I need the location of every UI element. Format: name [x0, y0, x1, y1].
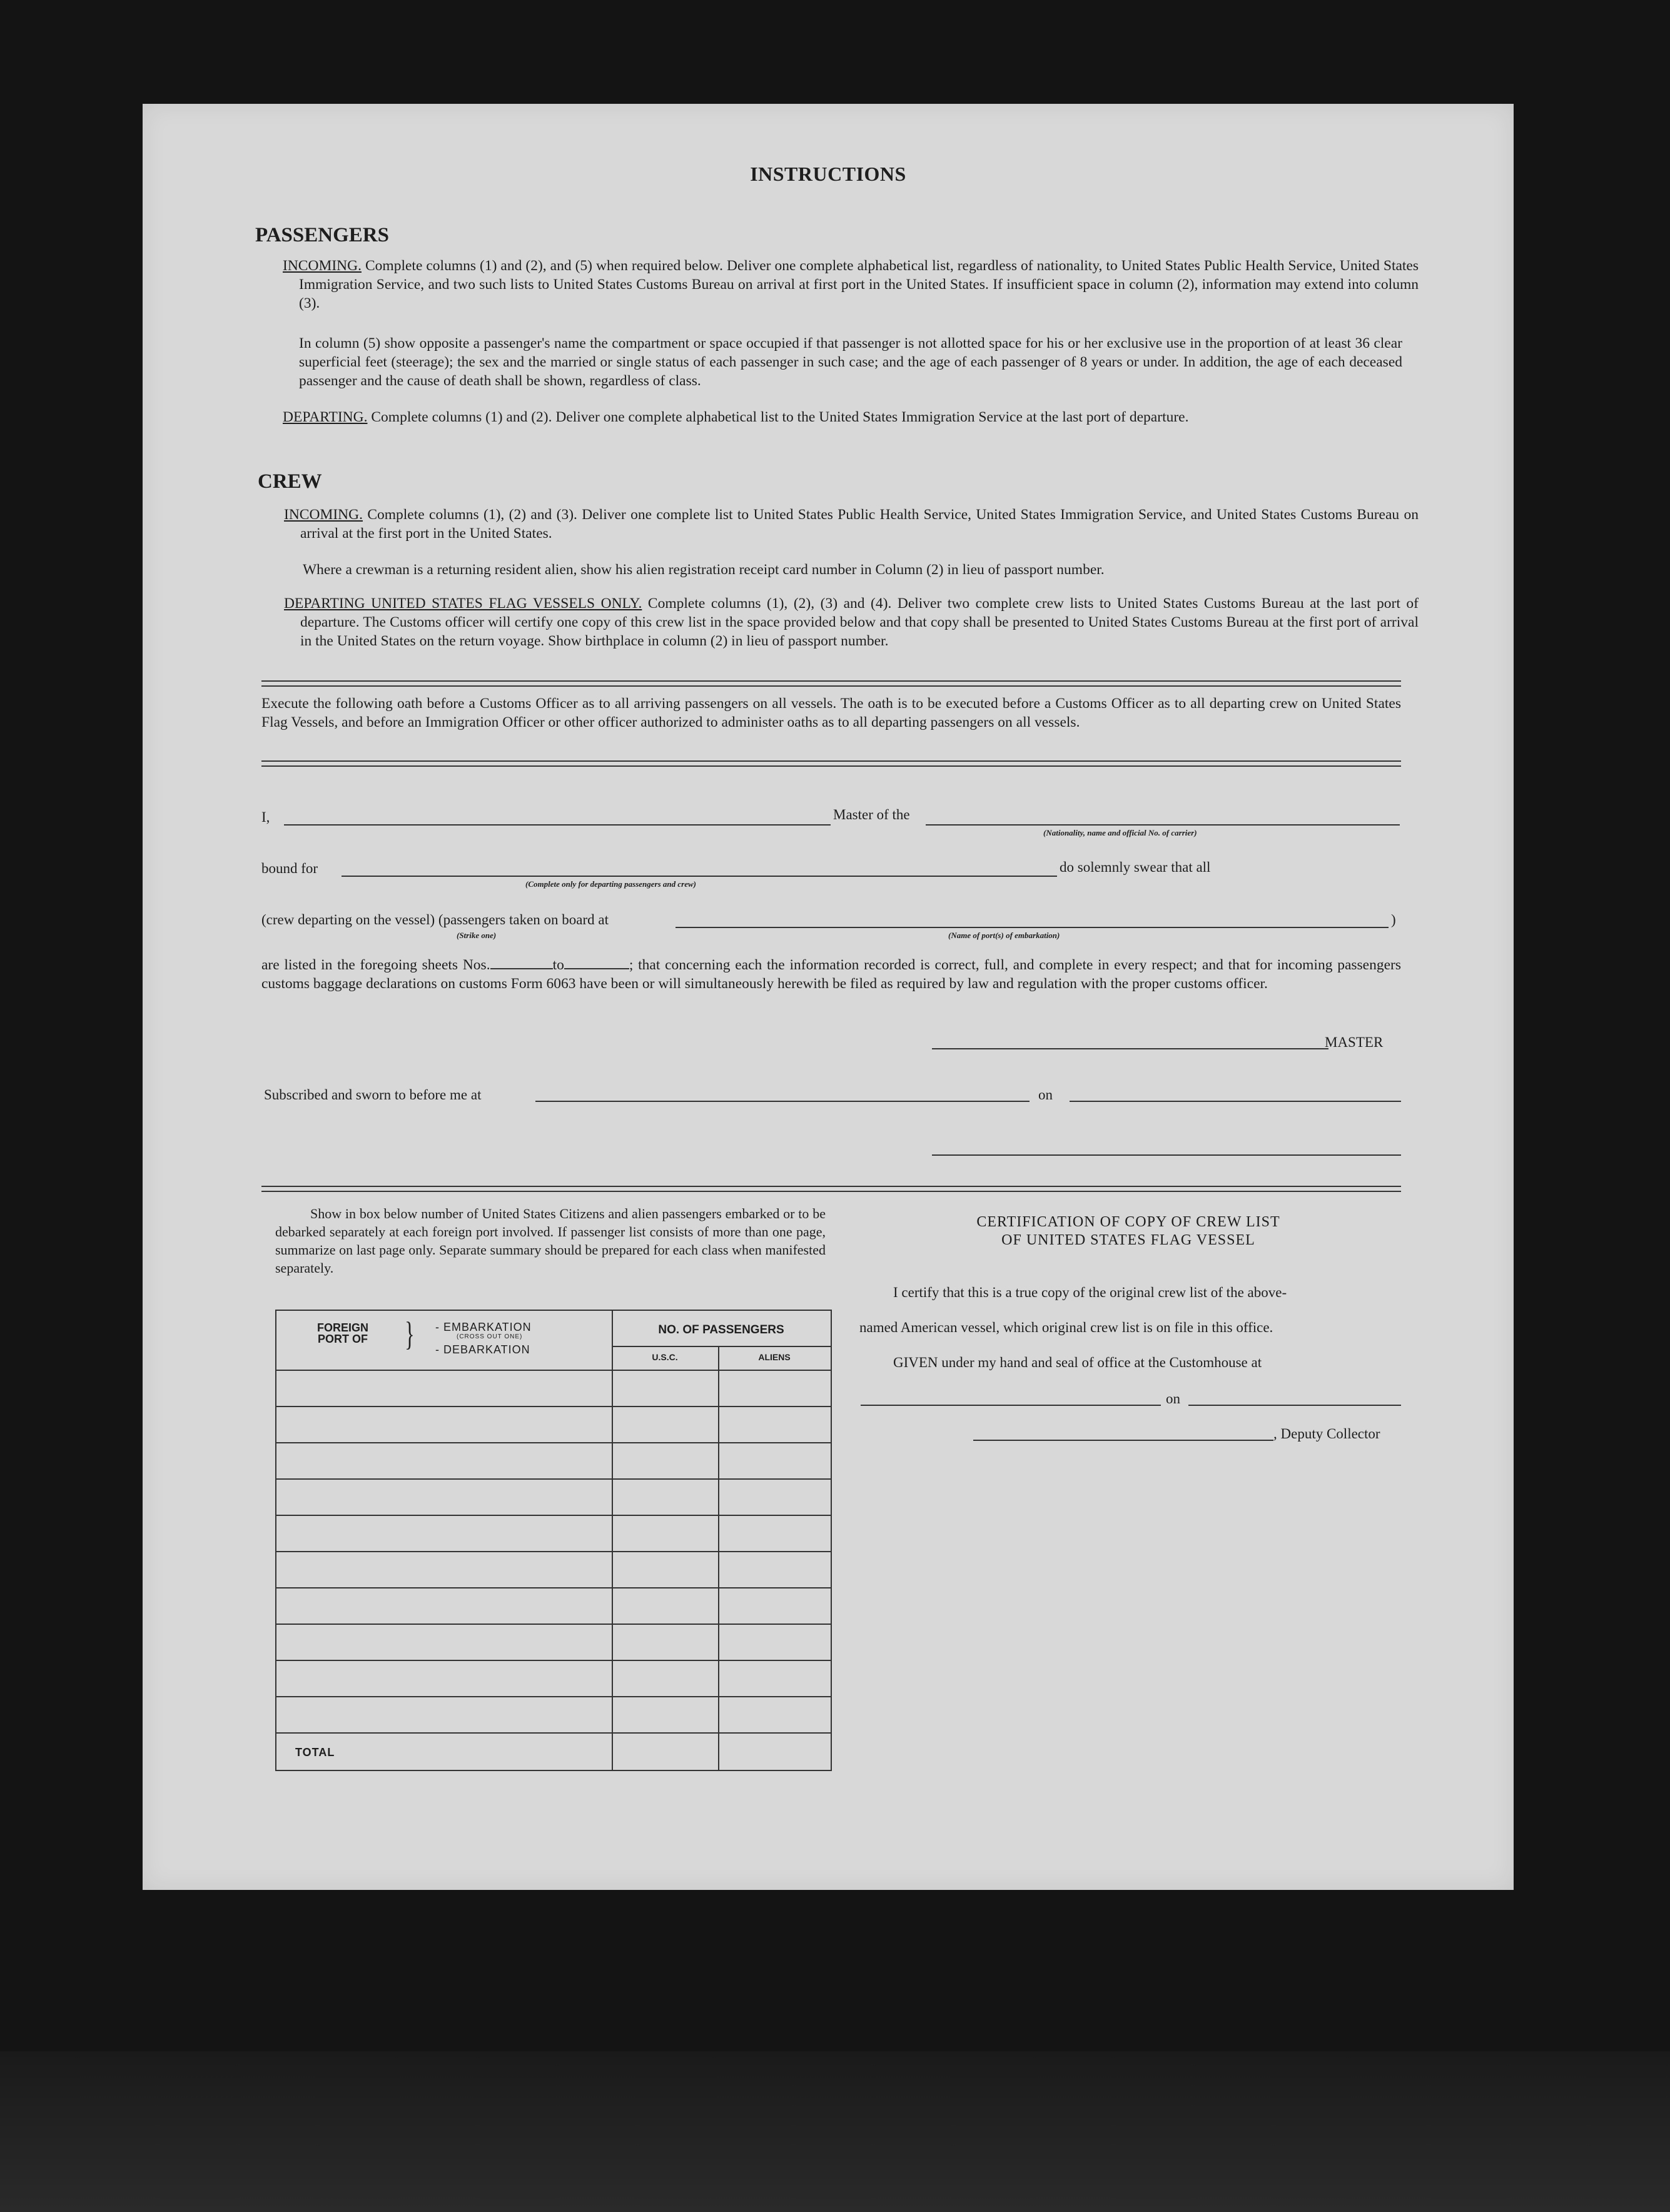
sworn-on-label: on	[1038, 1087, 1053, 1103]
master-of-label: Master of the	[833, 807, 910, 822]
swear-label: do solemnly swear that all	[1060, 859, 1211, 875]
table-row[interactable]	[276, 1406, 831, 1407]
master-signature-field[interactable]	[932, 1048, 1328, 1049]
table-row[interactable]	[276, 1732, 831, 1734]
master-name-field[interactable]	[284, 824, 831, 826]
cross-out-note: (CROSS OUT ONE)	[457, 1333, 523, 1340]
passengers-departing-paragraph	[283, 408, 1419, 427]
carrier-caption: (Nationality, name and official No. of carrier)	[1043, 828, 1197, 837]
certify-line1: I certify that this is a true copy of the original crew list of the above-	[893, 1285, 1287, 1300]
carrier-field[interactable]	[926, 824, 1400, 826]
listed-paragraph	[261, 954, 1401, 993]
passengers-incoming-label: INCOMING.	[283, 258, 362, 274]
oath-intro: Execute the following oath before a Customs Officer as to all arriving passengers on all vessels. The oath is to be executed before a Customs Officer as to all departing crew on United States Flag Vessels, and before an Immigration Officer or other officer authorized to administer oaths as to all departing passengers on all vessels.	[261, 695, 1401, 730]
crew-incoming-label: INCOMING.	[284, 507, 363, 523]
crew-departing-label: (crew departing on the vessel) (passengers taken on board at	[261, 912, 609, 927]
form-sheet	[143, 104, 1514, 1890]
passengers-departing-label: DEPARTING.	[283, 409, 368, 425]
deputy-collector-label: , Deputy Collector	[1273, 1426, 1380, 1442]
usc-header: U.S.C.	[652, 1352, 678, 1362]
certification-heading-line1: CERTIFICATION OF COPY OF CREW LIST	[976, 1214, 1280, 1230]
table-row[interactable]	[276, 1660, 831, 1661]
aliens-header: ALIENS	[758, 1352, 791, 1362]
strike-caption: (Strike one)	[457, 931, 497, 940]
certification-heading	[856, 1213, 1401, 1250]
crew-departing-label: DEPARTING UNITED STATES FLAG VESSELS ONLY.	[284, 595, 642, 612]
close-paren: )	[1391, 912, 1396, 927]
sworn-date-field[interactable]	[1070, 1101, 1401, 1102]
certification-heading-line2: OF UNITED STATES FLAG VESSEL	[1001, 1232, 1255, 1248]
subscribed-label: Subscribed and sworn to before me at	[264, 1087, 482, 1103]
header-divider	[612, 1346, 831, 1347]
table-row[interactable]	[276, 1551, 831, 1552]
crew-incoming-paragraph	[284, 505, 1419, 543]
passengers-column5-paragraph: In column (5) show opposite a passenger's name the compartment or space occupied if that passenger is not allotted space for his or her exclusive use in the proportion of at least 36 clear superficial feet (steerage); the sex and the married or single status of each passenger in such case; and the age of each passenger of 8 years or under. In addition, the age of each deceased passenger and the cause of death shall be shown, regardless of class.	[299, 335, 1402, 389]
deputy-signature-field[interactable]	[973, 1440, 1273, 1441]
bound-for-field[interactable]	[342, 876, 1057, 877]
no-passengers-header: NO. OF PASSENGERS	[658, 1323, 784, 1336]
header-bottom-divider	[276, 1370, 831, 1371]
table-row[interactable]	[276, 1442, 831, 1443]
bound-for-label: bound for	[261, 861, 318, 876]
passenger-summary-box	[275, 1310, 832, 1771]
scan-bottom-edge	[0, 2051, 1670, 2212]
crew-departing-paragraph	[284, 594, 1419, 650]
section-divider	[261, 1186, 1401, 1192]
certification-date-field[interactable]	[1188, 1405, 1401, 1406]
table-row[interactable]	[276, 1587, 831, 1588]
officer-signature-field[interactable]	[932, 1154, 1401, 1156]
certification-on-label: on	[1166, 1391, 1180, 1406]
passengers-departing-text: Complete columns (1) and (2). Deliver one complete alphabetical list to the United States Immigration Service at the last port of departure.	[371, 409, 1189, 425]
column-divider	[718, 1346, 719, 1770]
master-label: MASTER	[1325, 1034, 1384, 1050]
brace-glyph: }	[405, 1315, 415, 1353]
table-row[interactable]	[276, 1624, 831, 1625]
sworn-place-field[interactable]	[535, 1101, 1030, 1102]
passengers-incoming-text: Complete columns (1) and (2), and (5) when required below. Deliver one complete alphabetical list, regardless of nationality, to United States Public Health Service, United States Immigration Service, and two such lists to United States Customs Bureau on arrival at first port in the United States. If insufficient space in column (2), information may extend into column (3).	[299, 258, 1419, 311]
crew-resident-paragraph: Where a crewman is a returning resident alien, show his alien registration receipt card number in Column (2) in lieu of passport number.	[303, 562, 1105, 578]
table-row[interactable]	[276, 1478, 831, 1480]
listed-prefix: are listed in the foregoing sheets Nos.	[261, 957, 490, 973]
column-divider	[612, 1311, 613, 1770]
total-label: TOTAL	[295, 1746, 335, 1759]
page-title: INSTRUCTIONS	[750, 163, 906, 185]
embarkation-ports-field[interactable]	[676, 927, 1389, 928]
table-row[interactable]	[276, 1515, 831, 1516]
customhouse-field[interactable]	[861, 1405, 1161, 1406]
foreign-port-header: FOREIGN PORT OF	[316, 1321, 368, 1345]
passengers-incoming-paragraph	[283, 256, 1419, 313]
given-text: GIVEN under my hand and seal of office at the Customhouse at	[893, 1355, 1262, 1370]
certify-line2: named American vessel, which original crew list is on file in this office.	[859, 1320, 1273, 1335]
crew-heading: CREW	[258, 470, 322, 493]
sheet-from-field[interactable]	[490, 954, 553, 969]
embarkation-header: - EMBARKATION	[435, 1321, 532, 1333]
oath-i-label: I,	[261, 809, 270, 825]
crew-departing-text: Complete columns (1), (2), (3) and (4). Deliver two complete crew lists to United States Customs Bureau at the last port of departure. The Customs officer will certify one copy of this crew list in the space provided below and that copy shall be presented to United States Customs Bureau at the first port of arrival in the United States on the return voyage. Show birthplace in column (2) in lieu of passport number.	[300, 595, 1419, 649]
passengers-heading: PASSENGERS	[255, 224, 389, 246]
crew-incoming-text: Complete columns (1), (2) and (3). Deliver one complete list to United States Public Health Service, United States Immigration Service, and United States Customs Bureau on arrival at the first port in the United States.	[300, 507, 1419, 542]
to-label: to	[552, 957, 564, 973]
section-divider	[261, 760, 1401, 767]
table-row[interactable]	[276, 1696, 831, 1697]
debarkation-header: - DEBARKATION	[435, 1343, 530, 1356]
summary-instructions: Show in box below number of United States Citizens and alien passengers embarked or to be debarked separately at each foreign port involved. If passenger list consists of more than one page, summarize on last page only. Separate summary should be prepared for each class when manifested separately.	[275, 1206, 826, 1276]
listed-rest: ; that concerning each the information recorded is correct, full, and complete in every respect; and that for incoming passengers customs baggage declarations on customs Form 6063 have been or will simultaneously herewith be filed as required by law and regulation with the proper customs officer.	[261, 957, 1402, 992]
sheet-to-field[interactable]	[564, 954, 629, 969]
ports-caption: (Name of port(s) of embarkation)	[948, 931, 1060, 940]
bound-for-caption: (Complete only for departing passengers and crew)	[525, 879, 696, 889]
section-divider	[261, 680, 1401, 687]
